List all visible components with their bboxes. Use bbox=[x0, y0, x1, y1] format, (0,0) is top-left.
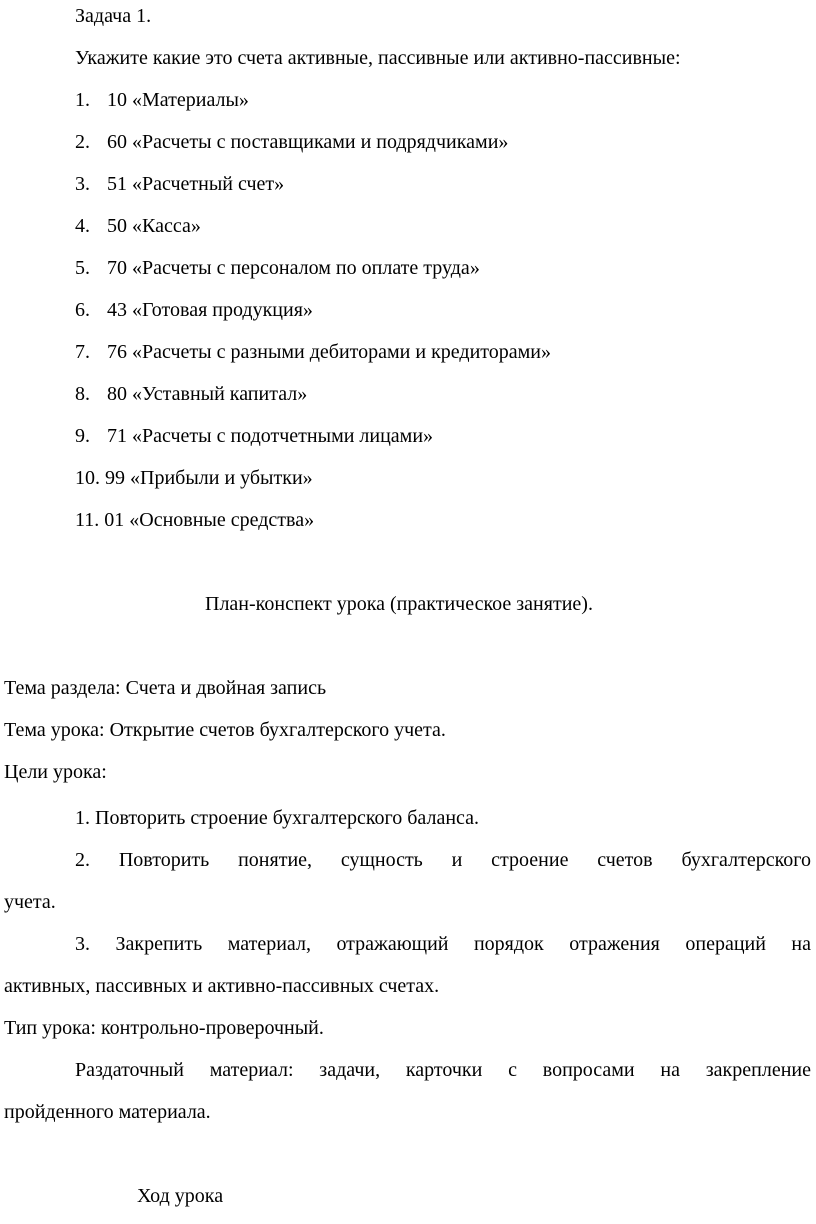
list-item bbox=[75, 172, 284, 196]
lesson-type: Тип урока: контрольно-проверочный. bbox=[4, 1017, 324, 1039]
list-item-number: 7. bbox=[75, 341, 90, 363]
list-item-number: 4. bbox=[75, 215, 90, 237]
list-item-number: 5. bbox=[75, 257, 90, 279]
list-item-text: 60 «Расчеты с поставщиками и подрядчиками» bbox=[107, 131, 509, 153]
list-item bbox=[75, 340, 551, 364]
list-item bbox=[75, 508, 314, 532]
list-item bbox=[75, 256, 480, 280]
list-item-number: 11. bbox=[75, 509, 100, 531]
goal-2-line-1: 2. Повторить понятие, сущность и строение счетов бухгалтерского bbox=[75, 849, 811, 871]
list-item bbox=[75, 298, 313, 322]
list-item-number: 2. bbox=[75, 131, 90, 153]
handout-line-1: Раздаточный материал: задачи, карточки с вопросами на закрепление bbox=[75, 1059, 811, 1081]
list-item-text: 80 «Уставный капитал» bbox=[107, 383, 308, 405]
list-item-text: 51 «Расчетный счет» bbox=[107, 173, 285, 195]
goal-3-line-1: 3. Закрепить материал, отражающий порядок отражения операций на bbox=[75, 933, 811, 955]
lesson-topic: Тема урока: Открытие счетов бухгалтерского учета. bbox=[4, 719, 446, 741]
list-item-text: 10 «Материалы» bbox=[107, 89, 249, 111]
goal-1: 1. Повторить строение бухгалтерского баланса. bbox=[75, 807, 480, 829]
list-item-text: 99 «Прибыли и убытки» bbox=[105, 467, 313, 489]
goals-label: Цели урока: bbox=[4, 761, 107, 783]
lesson-progress-heading: Ход урока bbox=[137, 1185, 224, 1207]
list-item-number: 6. bbox=[75, 299, 90, 321]
list-item-number: 10. bbox=[75, 467, 100, 489]
list-item-text: 43 «Готовая продукция» bbox=[107, 299, 313, 321]
list-item bbox=[75, 382, 307, 406]
handout-line-2: пройденного материала. bbox=[4, 1101, 211, 1123]
list-item bbox=[75, 214, 201, 238]
list-item bbox=[75, 466, 313, 490]
list-item-number: 1. bbox=[75, 89, 90, 111]
list-item-number: 9. bbox=[75, 425, 90, 447]
plan-heading: План-конспект урока (практическое занятие). bbox=[205, 593, 593, 615]
list-item bbox=[75, 130, 508, 154]
task-instruction: Укажите какие это счета активные, пассивные или активно-пассивные: bbox=[75, 47, 681, 69]
list-item-text: 50 «Касса» bbox=[107, 215, 201, 237]
list-item-number: 3. bbox=[75, 173, 90, 195]
task-title: Задача 1. bbox=[75, 5, 152, 27]
list-item-text: 70 «Расчеты с персоналом по оплате труда» bbox=[107, 257, 480, 279]
goal-2-line-2: учета. bbox=[4, 891, 56, 913]
goal-3-line-2: активных, пассивных и активно-пассивных счетах. bbox=[4, 975, 440, 997]
list-item-text: 76 «Расчеты с разными дебиторами и кредиторами» bbox=[107, 341, 552, 363]
list-item-text: 01 «Основные средства» bbox=[104, 509, 315, 531]
list-item-text: 71 «Расчеты с подотчетными лицами» bbox=[107, 425, 434, 447]
list-item bbox=[75, 424, 433, 448]
section-topic: Тема раздела: Счета и двойная запись bbox=[4, 677, 327, 699]
list-item bbox=[75, 88, 249, 112]
list-item-number: 8. bbox=[75, 383, 90, 405]
